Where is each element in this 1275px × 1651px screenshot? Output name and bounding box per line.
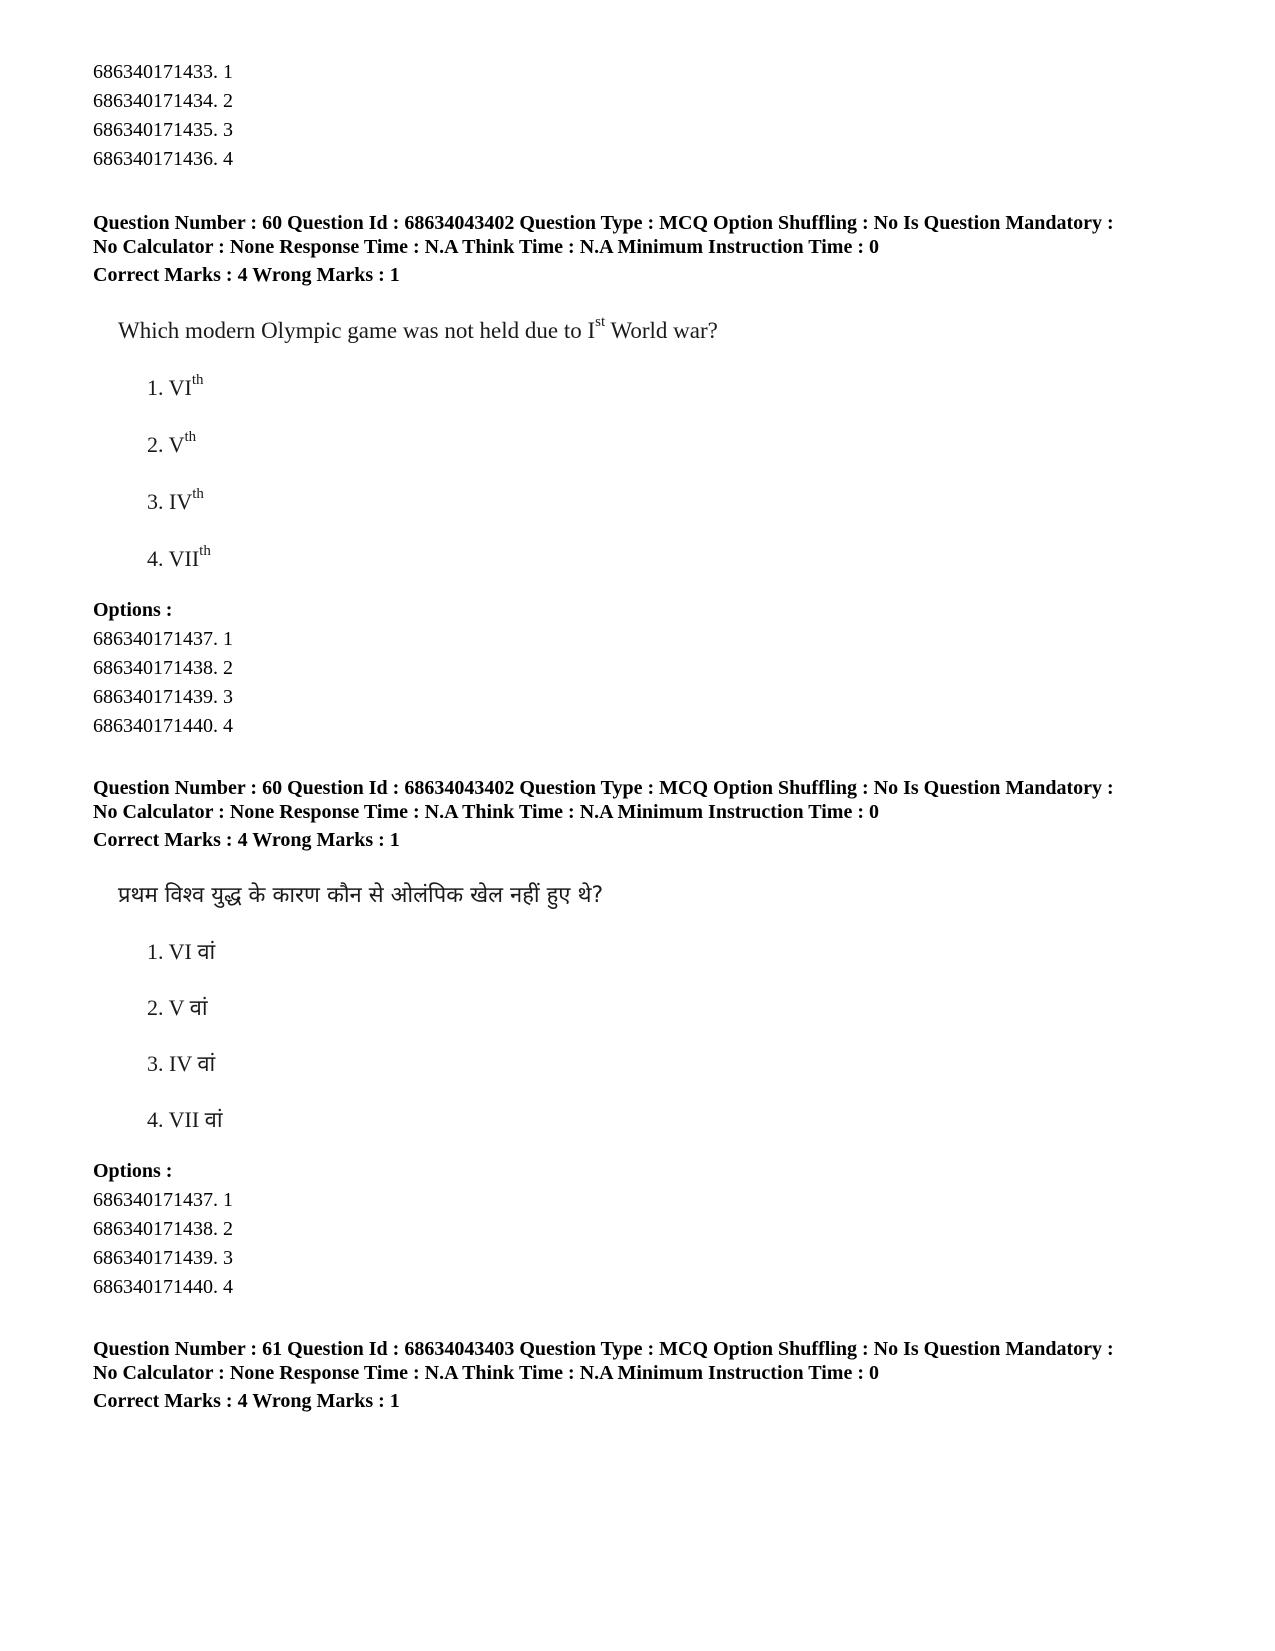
option-line: 686340171438. 2 <box>93 1218 233 1240</box>
options-label: Options : <box>93 1160 173 1182</box>
options-list <box>93 625 1213 741</box>
option-line: 686340171439. 3 <box>93 686 233 708</box>
question-choice-4: 4. VII वां <box>147 1107 223 1132</box>
question-choice-2: 2. Vth <box>147 428 197 457</box>
option-line: 686340171434. 2 <box>93 90 233 112</box>
question-meta-line-2: No Calculator : None Response Time : N.A Think Time : N.A Minimum Instruction Time : 0 <box>93 1362 879 1384</box>
option-line: 686340171436. 4 <box>93 148 233 170</box>
question-choice-1: 1. VIth <box>147 371 204 400</box>
question-meta-line-2: No Calculator : None Response Time : N.A Think Time : N.A Minimum Instruction Time : 0 <box>93 236 879 258</box>
exam-page <box>93 58 1213 1416</box>
option-line: 686340171435. 3 <box>93 119 233 141</box>
option-line: 686340171439. 3 <box>93 1247 233 1269</box>
option-line: 686340171437. 1 <box>93 628 233 650</box>
question-marks: Correct Marks : 4 Wrong Marks : 1 <box>93 1390 400 1412</box>
question-block-next <box>93 1337 1213 1416</box>
options-list <box>93 1186 1213 1302</box>
options-label: Options : <box>93 599 173 621</box>
question-content <box>93 881 1213 1135</box>
question-text: Which modern Olympic game was not held due to Ist World war? <box>118 314 718 343</box>
option-line: 686340171437. 1 <box>93 1189 233 1211</box>
question-marks: Correct Marks : 4 Wrong Marks : 1 <box>93 264 400 286</box>
question-choice-4: 4. VIIth <box>147 542 211 571</box>
question-choice-3: 3. IV वां <box>147 1051 216 1076</box>
option-line: 686340171440. 4 <box>93 1276 233 1298</box>
question-block-hindi <box>93 776 1213 1302</box>
option-line: 686340171438. 2 <box>93 657 233 679</box>
question-meta-line-1: Question Number : 60 Question Id : 68634043402 Question Type : MCQ Option Shuffling : No Is Question Mandatory : <box>93 212 1114 234</box>
question-content <box>93 316 1213 574</box>
top-options-list <box>93 58 1213 174</box>
question-choice-2: 2. V वां <box>147 995 208 1020</box>
question-meta-line-2: No Calculator : None Response Time : N.A Think Time : N.A Minimum Instruction Time : 0 <box>93 801 879 823</box>
option-line: 686340171440. 4 <box>93 715 233 737</box>
question-marks: Correct Marks : 4 Wrong Marks : 1 <box>93 829 400 851</box>
question-text: प्रथम विश्व युद्ध के कारण कौन से ओलंपिक खेल नहीं हुए थे? <box>118 883 604 908</box>
question-choice-3: 3. IVth <box>147 485 204 514</box>
question-meta-line-1: Question Number : 60 Question Id : 68634043402 Question Type : MCQ Option Shuffling : No Is Question Mandatory : <box>93 777 1114 799</box>
option-line: 686340171433. 1 <box>93 61 233 83</box>
question-block-english <box>93 211 1213 741</box>
question-meta-line-1: Question Number : 61 Question Id : 68634043403 Question Type : MCQ Option Shuffling : No Is Question Mandatory : <box>93 1338 1114 1360</box>
question-choice-1: 1. VI वां <box>147 939 216 964</box>
